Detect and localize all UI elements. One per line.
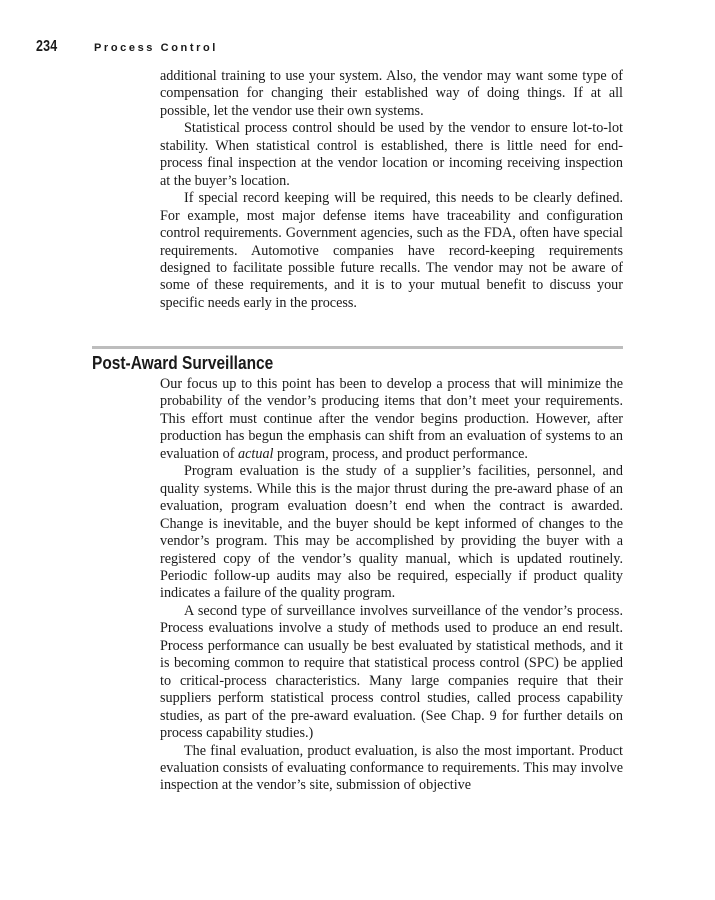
paragraph-text: program, process, and product performance.: [273, 445, 528, 462]
running-title: Process Control: [94, 42, 218, 54]
page-number: 234: [36, 38, 58, 55]
paragraph-text: Our focus up to this point has been to develop a process that will minimize the probability of the vendor’s producing items that don’t meet your requirements. This effort must continue after the vendor begins production. However, after production has begun the emphasis can shift from an evaluation of systems to an evaluation of: [160, 376, 623, 462]
paragraph: A second type of surveillance involves surveillance of the vendor’s process. Process evaluations involve a study of methods used to produce an end result. Process performance can usually be best evaluated by statistical methods, and it is becoming common to require that statistical process control (SPC) be applied to critical-process characteristics. Many large companies require that their suppliers perform statistical process control studies, called process capability studies, as part of the pre-award evaluation. (See Chap. 9 for further details on process capability studies.): [160, 602, 623, 742]
paragraph: Statistical process control should be used by the vendor to ensure lot-to-lot stability. When statistical control is established, there is little need for end-process final inspection at the vendor location or incoming receiving inspection at the buyer’s location.: [160, 120, 623, 189]
section-divider: [92, 346, 623, 349]
section-heading: Post-Award Surveillance: [92, 353, 274, 373]
section-text-block: [160, 376, 623, 795]
emphasis-text: actual: [238, 445, 274, 462]
paragraph: If special record keeping will be required, this needs to be clearly defined. For example, most major defense items have traceability and configuration control requirements. Government agencies, such as the FDA, often have special requirements. Automotive companies have record-keeping requirements designed to facilitate possible future recalls. The vendor may not be aware of some of these requirements, and it is to your mutual benefit to discuss your specific needs early in the process.: [160, 190, 623, 311]
running-head: [36, 38, 218, 58]
paragraph: Program evaluation is the study of a supplier’s facilities, personnel, and quality systems. While this is the major thrust during the pre-award phase of an evaluation, program evaluation doesn’t end when the contract is awarded. Change is inevitable, and the buyer should be kept informed of changes to the vendor’s program. This may be accomplished by providing the buyer with a registered copy of the vendor’s quality manual, which is updated routinely. Periodic follow-up audits may also be required, especially if product quality indicates a failure of the quality program.: [160, 463, 623, 602]
paragraph: additional training to use your system. Also, the vendor may want some type of compensation for changing their established way of doing things. If at all possible, let the vendor use their own systems.: [160, 68, 623, 119]
paragraph: The final evaluation, product evaluation, is also the most important. Product evaluation consists of evaluating conformance to requirements. This may involve inspection at the vendor’s site, submission of objective: [160, 742, 623, 794]
paragraph: [160, 376, 623, 463]
top-text-block: [160, 68, 623, 312]
